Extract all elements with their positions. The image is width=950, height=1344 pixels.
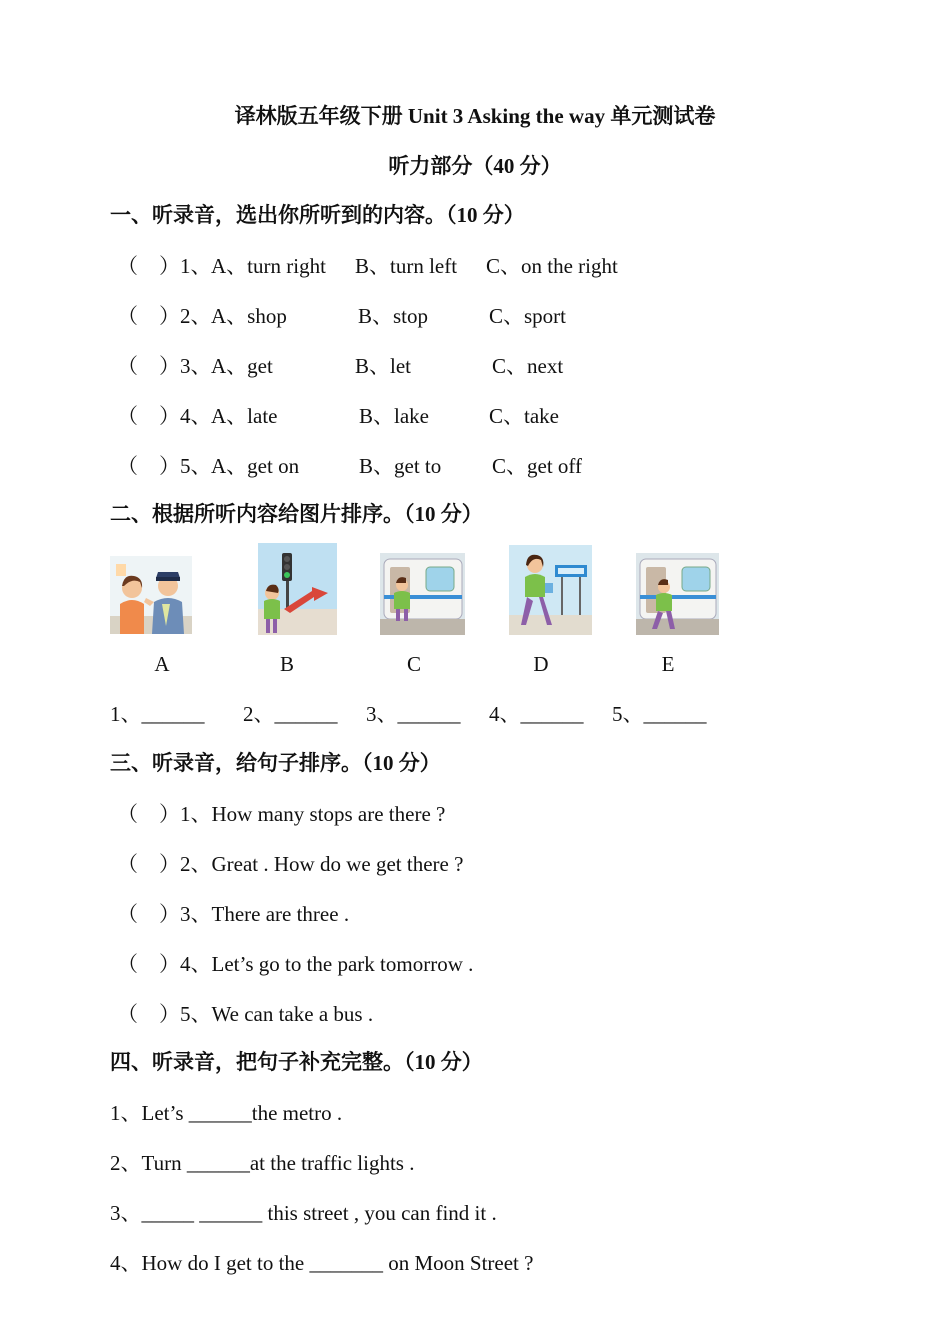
section-2-heading: 二、根据所听内容给图片排序。（10 分）	[110, 502, 483, 526]
option-c: C、take	[489, 404, 559, 428]
option-b: B、get to	[359, 454, 442, 478]
girl-getting-on-train-icon	[380, 553, 465, 635]
order-blank[interactable]: 2、______	[243, 702, 338, 726]
girl-walking-to-bus-stop-icon	[509, 545, 592, 635]
page-subtitle: 听力部分（40 分）	[388, 154, 562, 178]
fill-sentence: 2、Turn ______at the traffic lights .	[110, 1151, 415, 1175]
choice-question-prefix: （ ）4、	[117, 404, 212, 428]
picture-label-b: B	[279, 652, 294, 676]
option-c: C、get off	[492, 454, 583, 478]
section-3-heading: 三、听录音，给句子排序。（10 分）	[110, 751, 441, 775]
option-b: B、stop	[358, 304, 429, 328]
sentence-question: （ ）1、How many stops are there ?	[117, 802, 446, 826]
choice-question-prefix: （ ）1、	[117, 254, 212, 278]
order-blank[interactable]: 3、______	[366, 702, 461, 726]
section-4-heading: 四、听录音，把句子补充完整。（10 分）	[110, 1050, 483, 1074]
option-a: A、get	[211, 354, 273, 378]
picture-label-d: D	[533, 652, 549, 676]
picture-label-e: E	[661, 652, 675, 676]
choice-question-prefix: （ ）3、	[117, 354, 212, 378]
page-title: 译林版五年级下册 Unit 3 Asking the way 单元测试卷	[234, 104, 716, 128]
option-a: A、shop	[211, 304, 287, 328]
order-blank[interactable]: 4、______	[489, 702, 584, 726]
option-b: B、turn left	[355, 254, 458, 278]
choice-question-prefix: （ ）2、	[117, 304, 212, 328]
traffic-light-turn-right-icon	[258, 543, 337, 635]
girl-asking-policeman-icon	[110, 556, 192, 634]
sentence-question: （ ）3、There are three .	[117, 902, 350, 926]
girl-getting-off-train-icon	[636, 553, 719, 635]
order-blank[interactable]: 5、______	[612, 702, 707, 726]
sentence-question: （ ）5、We can take a bus .	[117, 1002, 374, 1026]
picture-label-c: C	[406, 652, 421, 676]
sentence-question: （ ）4、Let’s go to the park tomorrow .	[117, 952, 474, 976]
fill-sentence: 1、Let’s ______the metro .	[110, 1101, 343, 1125]
sentence-question: （ ）2、Great . How do we get there ?	[117, 852, 464, 876]
choice-question-prefix: （ ）5、	[117, 454, 212, 478]
option-c: C、next	[492, 354, 564, 378]
picture-label-a: A	[154, 652, 170, 676]
option-a: A、turn right	[211, 254, 326, 278]
option-a: A、get on	[211, 454, 300, 478]
fill-sentence: 4、How do I get to the _______ on Moon Street ?	[110, 1251, 534, 1275]
order-blank[interactable]: 1、______	[110, 702, 205, 726]
option-c: C、on the right	[486, 254, 618, 278]
option-c: C、sport	[489, 304, 567, 328]
option-b: B、let	[355, 354, 411, 378]
option-b: B、lake	[359, 404, 429, 428]
section-1-heading: 一、听录音，选出你所听到的内容。（10 分）	[110, 203, 525, 227]
fill-sentence: 3、_____ ______ this street , you can find it .	[110, 1201, 497, 1225]
option-a: A、late	[211, 404, 278, 428]
